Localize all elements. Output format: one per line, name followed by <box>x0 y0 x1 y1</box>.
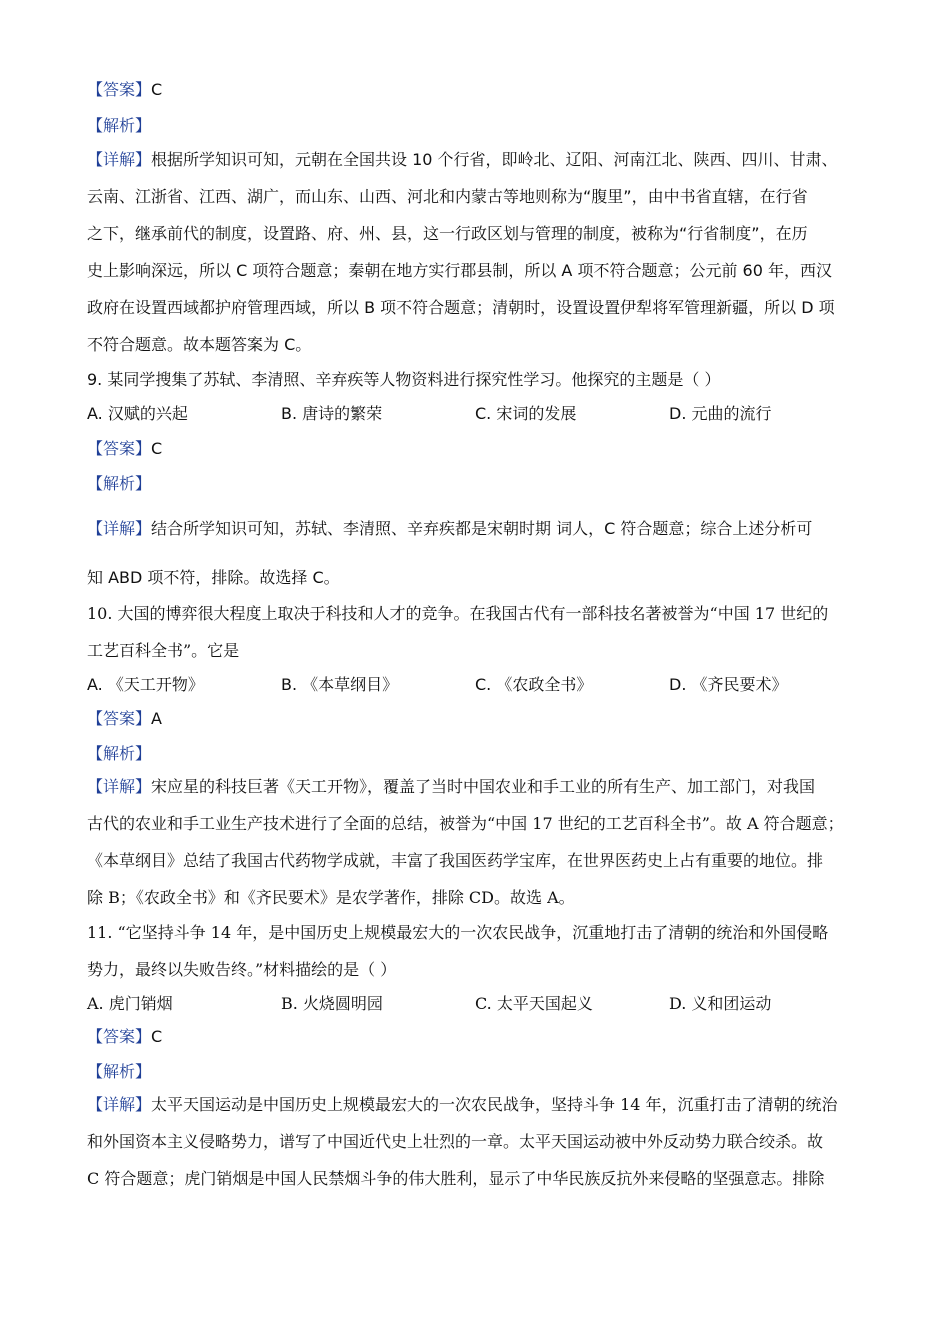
q10-detail-line-2: 古代的农业和手工业生产技术进行了全面的总结，被誉为“中国 17 世纪的工艺百科全书”。故 A 符合题意； <box>87 814 844 833</box>
q11-option-d: D. 义和团运动 <box>669 994 772 1013</box>
q11-detail-line-2: 和外国资本主义侵略势力，谱写了中国近代史上壮烈的一章。太平天国运动被中外反动势力联合绞杀。故 <box>87 1132 824 1151</box>
q10-stem-line-2: 工艺百科全书”。它是 <box>87 641 240 660</box>
q11-detail-line-3: C 符合题意；虎门销烟是中国人民禁烟斗争的伟大胜利，显示了中华民族反抗外来侵略的坚强意志。排除 <box>87 1169 825 1188</box>
q11-detail-line-1: 【详解】太平天国运动是中国历史上规模最宏大的一次农民战争，坚持斗争 14 年，沉重打击了清朝的统治 <box>87 1095 838 1114</box>
q10-stem-line-1: 10. 大国的博弈很大程度上取决于科技和人才的竞争。在我国古代有一部科技名著被誉为“中国 17 世纪的 <box>87 604 829 623</box>
q9-option-b: B. 唐诗的繁荣 <box>281 404 383 423</box>
q8-detail-line-3: 之下，继承前代的制度，设置路、府、州、县，这一行政区划与管理的制度，被称为“行省制度”，在历 <box>87 224 808 243</box>
q10-option-b: B. 《本草纲目》 <box>281 675 399 694</box>
q11-option-b: B. 火烧圆明园 <box>281 994 383 1013</box>
q11-answer-line: 【答案】C <box>87 1027 163 1046</box>
q11-analysis-tag: 【解析】 <box>87 1062 152 1081</box>
q9-option-d: D. 元曲的流行 <box>669 404 772 423</box>
q10-answer-line: 【答案】A <box>87 709 162 728</box>
q9-detail-line-2: 知 ABD 项不符，排除。故选择 C。 <box>87 568 340 587</box>
q8-detail-line-1: 【详解】根据所学知识可知，元朝在全国共设 10 个行省，即岭北、辽阳、河南江北、陕西、四川、甘肃、 <box>87 150 838 169</box>
q10-detail-line-1: 【详解】宋应星的科技巨著《天工开物》，覆盖了当时中国农业和手工业的所有生产、加工部门，对我国 <box>87 777 816 796</box>
detail-tag: 【详解】 <box>87 150 152 169</box>
q9-stem: 9. 某同学搜集了苏轼、李清照、辛弃疾等人物资料进行探究性学习。他探究的主题是（ ） <box>87 370 721 389</box>
q8-detail-line-4: 史上影响深远，所以 C 项符合题意；秦朝在地方实行郡县制，所以 A 项不符合题意；公元前 60 年，西汉 <box>87 261 832 280</box>
q10-analysis-tag: 【解析】 <box>87 744 152 763</box>
q10-detail-line-3: 《本草纲目》总结了我国古代药物学成就，丰富了我国医药学宝库，在世界医药史上占有重要的地位。排 <box>87 851 824 870</box>
q9-answer-line: 【答案】C <box>87 439 163 458</box>
q10-option-c: C. 《农政全书》 <box>475 675 593 694</box>
q10-option-a: A. 《天工开物》 <box>87 675 204 694</box>
q11-option-a: A. 虎门销烟 <box>87 994 173 1013</box>
answer-value: C <box>151 80 163 99</box>
q8-detail-line-2: 云南、江浙省、江西、湖广，而山东、山西、河北和内蒙古等地则称为“腹里”，由中书省直辖，在行省 <box>87 187 808 206</box>
answer-tag: 【答案】 <box>87 80 152 99</box>
q9-analysis-tag: 【解析】 <box>87 474 152 493</box>
q11-stem-line-1: 11. “它坚持斗争 14 年，是中国历史上规模最宏大的一次农民战争，沉重地打击了清朝的统治和外国侵略 <box>87 923 829 942</box>
q10-detail-line-4: 除 B；《农政全书》和《齐民要术》是农学著作，排除 CD。故选 A。 <box>87 888 575 907</box>
q8-analysis-tag: 【解析】 <box>87 116 152 135</box>
q8-answer-line <box>87 79 162 101</box>
q11-stem-line-2: 势力，最终以失败告终。”材料描绘的是（ ） <box>87 960 397 979</box>
q8-detail-line-5: 政府在设置西域都护府管理西域，所以 B 项不符合题意；清朝时，设置设置伊犁将军管理新疆，所以 D 项 <box>87 298 835 317</box>
q9-option-a: A. 汉赋的兴起 <box>87 404 188 423</box>
q9-detail-line-1: 【详解】结合所学知识可知，苏轼、李清照、辛弃疾都是宋朝时期 词人，C 符合题意；综合上述分析可 <box>87 519 813 538</box>
q9-option-c: C. 宋词的发展 <box>475 404 577 423</box>
q11-option-c: C. 太平天国起义 <box>475 994 593 1013</box>
q8-detail-line-6: 不符合题意。故本题答案为 C。 <box>87 335 312 354</box>
q10-option-d: D. 《齐民要术》 <box>669 675 788 694</box>
